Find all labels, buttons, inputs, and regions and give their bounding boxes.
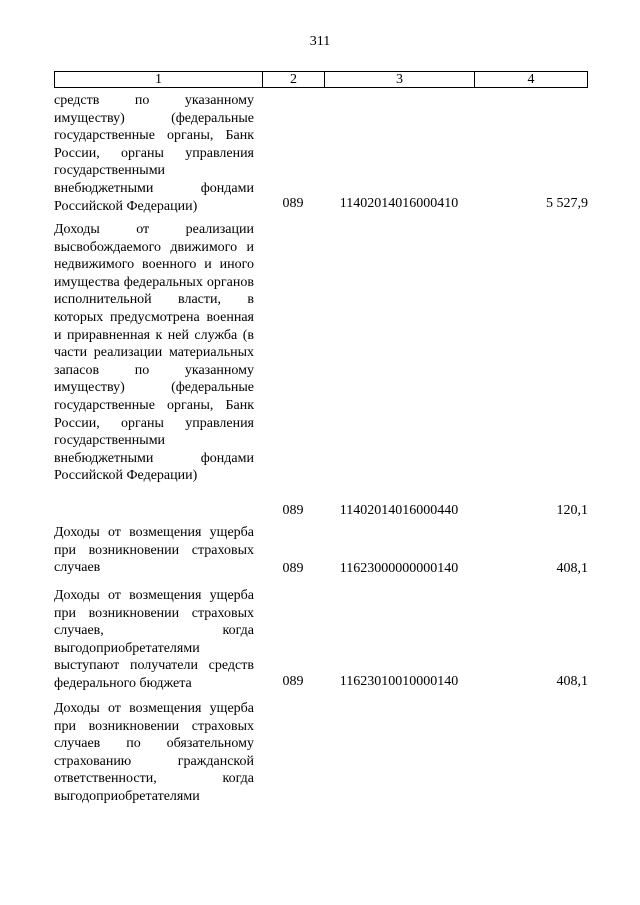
table-header — [54, 71, 588, 88]
row-description: средств по указанному имуществу) (федеральные государственные органы, Банк России, органы управления государственными внебюджетными фондами Российской Федерации) — [54, 93, 254, 214]
row-amount: 408,1 — [556, 674, 588, 689]
table-row — [54, 524, 588, 579]
header-col-4: 4 — [527, 72, 535, 87]
row-description: Доходы от возмещения ущерба при возникновении страховых случаев — [54, 525, 254, 576]
header-col-2: 2 — [263, 72, 325, 87]
row-description: Доходы от возмещения ущерба при возникновении страховых случаев по обязательному страхованию гражданской ответственности, когда выгодоприобретателями — [54, 701, 254, 804]
page-number: 311 — [309, 34, 331, 49]
row-kbk-code: 11623000000000140 — [339, 561, 459, 576]
row-description: Доходы от реализации высвобождаемого движимого и недвижимого военного и иного имущества федеральных органов исполнительной власти, в которых предусмотрена военная и приравненная к ней служба (в части реализации материальных запасов по указанному имуществу) (федеральные государственные органы, Банк России, органы управления государственными внебюджетными фондами Российской Федерации) — [54, 222, 254, 484]
row-description: Доходы от возмещения ущерба при возникновении страховых случаев, когда выгодоприобретателями выступают получатели средств федерального бюджета — [54, 588, 254, 691]
row-amount: 408,1 — [556, 561, 588, 576]
row-kbk-code: 11623010010000140 — [339, 674, 459, 689]
row-admin-code: 089 — [282, 674, 304, 689]
header-col-1: 1 — [55, 72, 263, 87]
row-admin-code: 089 — [282, 561, 304, 576]
table-row — [54, 700, 588, 810]
row-amount: 120,1 — [556, 503, 588, 518]
row-admin-code: 089 — [282, 196, 304, 211]
header-col-3: 3 — [325, 72, 475, 87]
table-row — [54, 221, 588, 521]
row-admin-code: 089 — [282, 503, 304, 518]
table-row — [54, 587, 588, 692]
row-kbk-code: 11402014016000440 — [339, 503, 459, 518]
row-amount: 5 527,9 — [546, 196, 588, 211]
table-row — [54, 92, 588, 214]
row-kbk-code: 11402014016000410 — [339, 196, 459, 211]
